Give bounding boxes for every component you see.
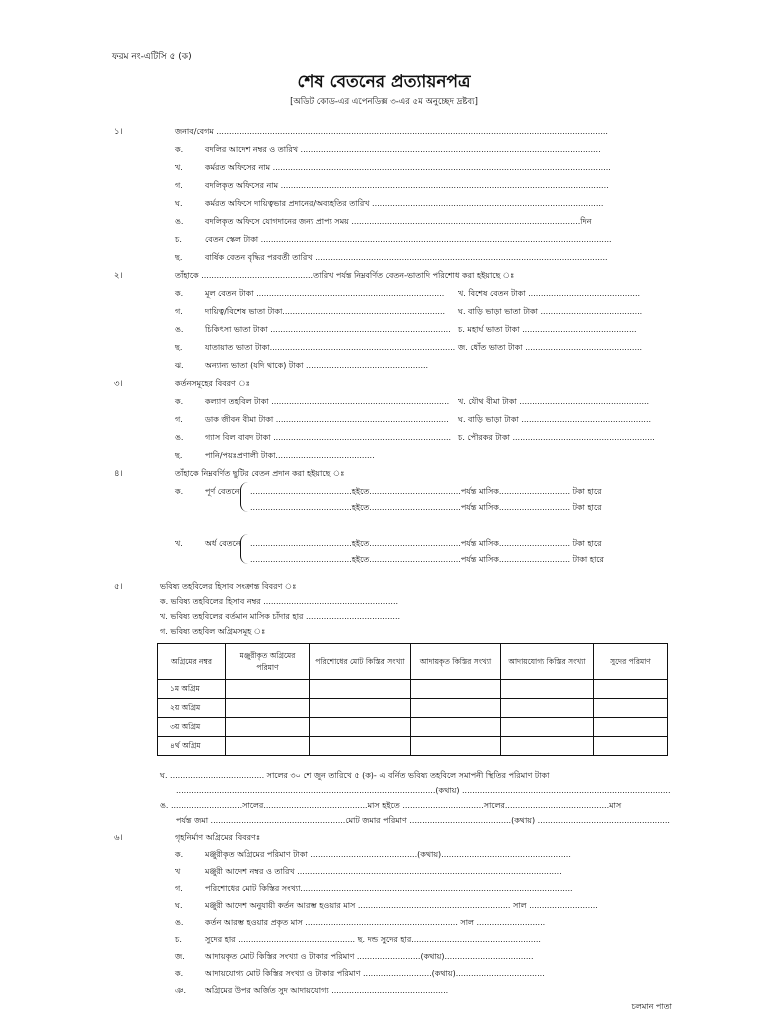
item-label: ঘ. xyxy=(175,199,183,208)
table-cell xyxy=(226,737,310,756)
section-number: ১। xyxy=(114,127,123,137)
release-date-field: কর্মরত অফিসে দায়িত্বভার প্রদানের/অব্যহতির তারিখ ........................................................................................... xyxy=(205,199,604,208)
table-cell xyxy=(501,718,594,737)
row-label: ৪র্থ অগ্রিম xyxy=(158,737,226,756)
half-pay-label: অর্ধ বেতনে xyxy=(205,539,241,548)
table-cell xyxy=(310,718,411,737)
table-cell xyxy=(501,680,594,699)
item-label: গ. xyxy=(175,307,183,316)
table-cell xyxy=(310,680,411,699)
dearness-allowance-field: চ. মহার্ঘ ভাতা টাকা ............................................. xyxy=(458,325,637,334)
page-subtitle: [অডিট কোড-এর এপেনডিক্স ৩-এর ৫ম অনুচ্ছেদ দ্রষ্টব্য] xyxy=(290,97,478,107)
current-office-field: কর্মরত অফিসের নাম ..................................................................................................................................... xyxy=(205,163,611,172)
actual-deduction-month-field: কর্তন আরম্ভ হওয়ার প্রকৃত মাস ............................................................ সাল ........................... xyxy=(205,918,546,927)
column-header: আদায়কৃত কিস্তির সংখ্যা xyxy=(411,644,501,680)
item-label: ক. xyxy=(175,487,184,496)
form-number: ফরম নং-এটিসি ৫ (ক) xyxy=(112,52,192,62)
item-label: ক. xyxy=(175,850,184,859)
house-rent-field: ঘ. বাড়ি ভাড়া টাকা ................................................... xyxy=(458,415,652,424)
half-pay-line: ........................................হইতে....................................পর্যন্ত মাসিক............................ টকা হারে xyxy=(250,539,602,548)
transfer-order-field: বদলির আদেশ নম্বর ও তারিখ ...................................................................................................................... xyxy=(205,145,601,154)
item-label: খ xyxy=(175,867,181,876)
deposit-total-line: পর্যন্ত জমা .....................................................মোট জমার পরিমাণ ........................................(কথায়) .................................................... xyxy=(176,816,670,825)
washing-allowance-field: জ. ধোঁত ভাতা টাকা .............................................. xyxy=(458,343,643,352)
house-rent-allowance-field: ঘ. বাড়ি ভাড়া ভাতা টাকা ........................................ xyxy=(458,307,643,316)
full-pay-label: পূর্ণ বেতনে xyxy=(205,487,240,496)
section-lead: তাঁহাকে ............................................তারিখ পর্যন্ত নিম্নবর্ণিত বেতন-ভাতাদি পরিশোধ করা হইয়াছে ঃ xyxy=(175,271,515,280)
gas-bill-field: গ্যাস বিল বাবদ টাকা ...................................................................... xyxy=(205,433,452,442)
full-pay-line: ........................................হইতে....................................পর্যন্ত মাসিক............................ টকা হারে xyxy=(250,503,602,512)
item-label: ঞ. xyxy=(175,986,186,995)
item-label: ছ. xyxy=(175,253,183,262)
table-row xyxy=(158,737,668,756)
table-cell xyxy=(411,737,501,756)
column-header: পরিশোধের মোট কিস্তির সংখ্যা xyxy=(310,644,411,680)
table-cell xyxy=(411,680,501,699)
continued-page-note: চলমান পাতা xyxy=(631,1002,672,1011)
item-label: ঙ. xyxy=(175,217,184,226)
table-cell xyxy=(594,737,668,756)
table-header-row xyxy=(158,644,668,680)
basic-pay-field: মূল বেতন টাকা .......................................................................... xyxy=(205,289,445,298)
item-label: খ. xyxy=(175,163,183,172)
municipal-tax-field: চ. পৌরকর টাকা ........................................................ xyxy=(458,433,655,442)
full-pay-line: ........................................হইতে....................................পর্যন্ত মাসিক............................ টকা হারে xyxy=(250,487,602,496)
table-cell xyxy=(411,699,501,718)
table-row xyxy=(158,699,668,718)
name-field: জনাব/বেগম .......................................................................................................................................................... xyxy=(175,127,608,136)
water-sewerage-field: পানি/পয়ঃপ্রণালী টাকা....................................... xyxy=(205,451,375,460)
table-cell xyxy=(594,718,668,737)
row-label: ১ম অগ্রিম xyxy=(158,680,226,699)
table-cell xyxy=(501,737,594,756)
section-lead: তাঁহাকে নিম্নবর্ণিত ছুটির বেতন প্রদান করা হইয়াছে ঃ xyxy=(175,469,345,478)
pf-subscription-rate-field: খ. ভবিষ্য তহবিলের বর্তমান মাসিক চাঁদার হার ..................................... xyxy=(160,612,401,621)
column-header: আদায়যোগ্য কিস্তির সংখ্যা xyxy=(501,644,594,680)
item-label: ছ. xyxy=(175,343,183,352)
medical-allowance-field: চিকিৎসা ভাতা টাকা ....................................................................... xyxy=(205,325,451,334)
column-header: মঞ্জুরীকৃত অগ্রিমের পরিমাণ xyxy=(226,644,310,680)
closing-balance-line: ঘ. ..................................... সালের ৩০ শে জুন তারিখে ৫ (ক)- এ বর্নিত ভবিষ্য তহবিলে সমাপনী স্থিতির পরিমাণ টাকা xyxy=(160,771,550,780)
section-number: ৪। xyxy=(114,469,123,479)
total-installments-field: পরিশোধের মোট কিস্তির সংখ্যা........................................................................................................... xyxy=(205,884,573,893)
item-label: গ. xyxy=(175,181,183,190)
row-label: ৩য় অগ্রিম xyxy=(158,718,226,737)
sanction-order-field: মঞ্জুরী আদেশ নম্বর ও তারিখ ........................................................................................................ xyxy=(205,867,562,876)
deduction-start-month-field: মঞ্জুরী আদেশ অনুযায়ী কর্তন আরম্ভ হওয়ার মাস ............................................................ সাল ........................... xyxy=(205,901,598,910)
table-cell xyxy=(226,699,310,718)
pf-advances-table xyxy=(157,643,668,756)
page-title: শেষ বেতনের প্রত্যায়নপত্র xyxy=(297,72,471,92)
postal-insurance-field: ডাক জীবন বীমা টাকা .................................................................... xyxy=(205,415,449,424)
table-cell xyxy=(226,680,310,699)
table-cell xyxy=(594,699,668,718)
brace xyxy=(240,482,249,512)
closing-balance-words: ......................................................................................................(কথায়) .................................................................................. xyxy=(176,786,671,795)
item-label: ঘ. xyxy=(175,901,183,910)
table-row xyxy=(158,680,668,699)
column-header: অগ্রিমের নম্বর xyxy=(158,644,226,680)
item-label: ঙ. xyxy=(175,918,184,927)
conveyance-allowance-field: যাতায়াত ভাতা টাকা......................................................................... xyxy=(205,343,456,352)
section-number: ৩। xyxy=(114,379,123,389)
accrued-interest-field: অগ্রিমের উপর অর্জিত সুদ আদায়যোগ্য .............................................. xyxy=(205,986,449,995)
row-label: ২য় অগ্রিম xyxy=(158,699,226,718)
section-number: ৫। xyxy=(114,582,123,592)
item-label: ক. xyxy=(175,397,184,406)
other-allowance-field: অন্যান্য ভাতা (যদি থাকে) টাকা ................................................ xyxy=(205,361,429,370)
table-cell xyxy=(501,699,594,718)
pay-scale-field: বেতন স্কেল টাকা .......................................................................................................................................... xyxy=(205,235,612,244)
recoverable-installments-field: আদায়যোগ্য মোট কিস্তির সংখ্যা ও টাকার পরিমাণ ...........................(কথায়)................................... xyxy=(205,969,545,978)
pf-advances-label: গ. ভবিষ্য তহবিল অগ্রিমসমূহ ঃ xyxy=(160,627,266,636)
item-label: ক. xyxy=(175,145,184,154)
special-allowance-field: দায়িত্ব/বিশেষ ভাতা টাকা................................................................ xyxy=(205,307,446,316)
item-label: ক. xyxy=(175,969,184,978)
item-label: চ. xyxy=(175,935,182,944)
section-lead: কর্তনসমূহের বিবরণ ঃ xyxy=(175,379,250,388)
section-number: ৬। xyxy=(114,833,123,843)
welfare-fund-field: কল্যাণ তহবিল টাকা ...................................................................... xyxy=(205,397,450,406)
sanctioned-advance-field: মঞ্জুরীকৃত অগ্রিমের পরিমাণ টাকা ..........................................(কথায়)................................................... xyxy=(205,850,571,859)
section-lead: গৃহনির্মাণ অগ্রিমের বিবরণঃ xyxy=(175,833,261,842)
table-cell xyxy=(226,718,310,737)
table-cell xyxy=(411,718,501,737)
brace xyxy=(240,534,249,564)
item-label: ক. xyxy=(175,289,184,298)
deposit-period-line: ঙ. ............................সালের.........................................মাস হইতে ................................সালের.........................................মাস xyxy=(160,801,622,810)
recovered-installments-field: আদায়কৃত মোট কিস্তির সংখ্যা ও টাকার পরিমাণ .........................(কথায়)................................... xyxy=(205,952,534,961)
table-cell xyxy=(594,680,668,699)
table-row xyxy=(158,718,668,737)
table-cell xyxy=(310,737,411,756)
item-label: ছ. xyxy=(175,451,183,460)
column-header: সুদের পরিমাণ xyxy=(594,644,668,680)
group-insurance-field: খ. যৌথ বীমা টাকা ................................................... xyxy=(458,397,650,406)
special-pay-field: খ. বিশেষ বেতন টাকা ............................................ xyxy=(458,289,641,298)
item-label: ঙ. xyxy=(175,433,184,442)
item-label: ঝ. xyxy=(175,361,184,370)
item-label: চ. xyxy=(175,235,182,244)
item-label: জ. xyxy=(175,952,185,961)
increment-date-field: বার্ষিক বেতন বৃদ্ধির পরবর্তী তারিখ ................................................................................................................... xyxy=(205,253,608,262)
joining-time-field: বদলিকৃত অফিসে যোগদানের জন্য প্রাপ্য সময় ..........................................................................................দিন xyxy=(205,217,592,226)
half-pay-line: ........................................হইতে....................................পর্যন্ত মাসিক............................ টাকা হারে xyxy=(250,555,604,564)
table-cell xyxy=(310,699,411,718)
pf-account-number-field: ক. ভবিষ্য তহবিলের হিসাব নম্বর ..................................................... xyxy=(160,597,399,606)
transferred-office-field: বদলিকৃত অফিসের নাম ................................................................................................................................. xyxy=(205,181,609,190)
section-lead: ভবিষ্য তহবিলের হিসাব সংক্রান্ত বিবরণ ঃ xyxy=(160,582,297,591)
item-label: গ. xyxy=(175,884,183,893)
item-label: গ. xyxy=(175,415,183,424)
interest-rate-field: সুদের হার .............................................. ছ. দন্ড সুদের হার................................................... xyxy=(205,935,541,944)
section-number: ২। xyxy=(114,271,123,281)
item-label: ঙ. xyxy=(175,325,184,334)
item-label: খ. xyxy=(175,539,183,548)
